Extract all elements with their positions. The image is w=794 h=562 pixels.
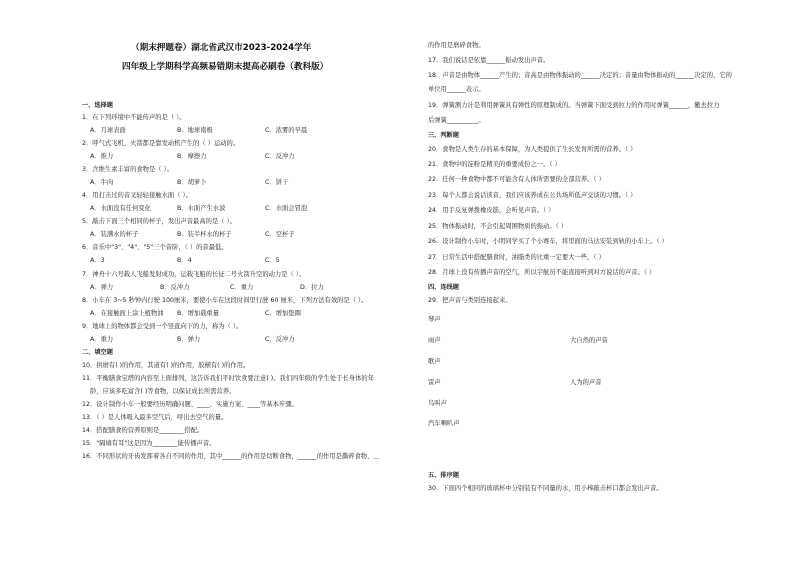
- q3-option-a: A．牛肉: [90, 179, 114, 186]
- q7-option-d: D．拉力: [300, 284, 324, 291]
- q1-option-b: B．地球南极: [177, 127, 213, 134]
- match-category-nature: 大自然的声音: [570, 337, 608, 344]
- title-line-2: 四年级上学期科学高频易错期末提高必刷卷（教科版）: [122, 62, 329, 72]
- question-20: 20．食物是人类生存的基本保障，为人类提供了生长发育所需的营养。（ ）: [428, 146, 637, 153]
- q2-option-b: B．摩擦力: [177, 153, 207, 160]
- q9-option-a: A．重力: [90, 336, 114, 343]
- q3-option-c: C．饼干: [265, 179, 289, 186]
- question-16-cont: 的作用是磨碎食物。: [428, 42, 485, 49]
- question-29: 29．把声音与类别连接起来。: [428, 297, 512, 304]
- title-line-1: （期末押题卷）湖北省武汉市2023-2024学年: [131, 43, 312, 53]
- q2-option-a: A．推力: [90, 153, 114, 160]
- question-25: 25．物体振动时，不会引起周围物质的振动。（ ）: [428, 223, 568, 230]
- q8-option-b: B．增加载重量: [177, 310, 220, 317]
- section-true-false: 三、判断题: [428, 132, 459, 139]
- question-8: 8．小车在 3~5 秒钟内行驶 100厘米，要使小车在这段时间里行驶 60 厘米，下列方法有效的是（ ）。: [82, 297, 368, 304]
- match-item-qin: 琴声: [428, 316, 441, 323]
- q7-option-b: B．反冲力: [160, 284, 190, 291]
- question-9: 9．地球上的物体都会受到一个竖直向下的力，称为（ ）。: [82, 323, 243, 330]
- match-item-horn: 汽车喇叭声: [428, 420, 460, 427]
- q2-option-c: C．反冲力: [265, 153, 295, 160]
- question-18-cont: 单位用______表示。: [428, 86, 485, 93]
- question-19: 19．弹簧测力计是利用弹簧具有弹性的原理制成的。当弹簧下面受到拉力的作用时弹簧______，撤去拉力: [428, 102, 720, 109]
- question-18: 18．声音是由物体______产生的；音高是由物体振动的______决定的；音量由物体振动的______决定的，它的: [428, 72, 732, 79]
- question-4: 4．用打击过的音叉轻轻接触水面（ ）。: [82, 192, 192, 199]
- question-30: 30．下面四个相同的玻璃杯中分别装有不同量的水，用小棒敲击杯口都会发出声音。: [428, 485, 663, 492]
- q7-option-c: C．重力: [230, 284, 254, 291]
- question-24: 24．用手反复弹拨橡皮筋，会听见声音。（ ）: [428, 207, 555, 214]
- section-ordering: 五、排序题: [428, 472, 459, 479]
- question-2: 2．呼气式飞机、火箭都是靠发动机产生的（ ）运动的。: [82, 140, 240, 147]
- match-item-rain: 雨声: [428, 337, 441, 344]
- question-5: 5．敲击下面三个相同的杯子，发出声音最高的是（ ）。: [82, 218, 236, 225]
- question-3: 3．含维生素丰富的食物是（ ）。: [82, 166, 174, 173]
- question-22: 22．任何一种食物中都不可能含有人体所需要的全部营养。（ ）: [428, 176, 605, 183]
- match-item-bird: 鸟叫声: [428, 400, 447, 407]
- q4-option-b: B．水面产生水波: [177, 205, 226, 212]
- question-19-cont: 后弹簧__________。: [428, 117, 485, 124]
- question-12: 12．设计制作小车一般要经历明确问题、____、实施方案、____等基本步骤。: [82, 401, 298, 408]
- q4-option-a: A．水面没有任何变化: [90, 205, 151, 212]
- q5-option-a: A．装满水的杯子: [90, 231, 139, 238]
- question-10: 10．拱磨有( )的作用，其道有( )的作用，胶横有( )的作用。: [82, 362, 250, 369]
- q6-option-a: A．3: [90, 257, 105, 264]
- q1-option-a: A．月球表面: [90, 127, 126, 134]
- question-23: 23．每个人都会说话读音，我们应该养成在公共场所低声交谈的习惯。（ ）: [428, 192, 637, 199]
- q9-option-c: C．反冲力: [265, 336, 295, 343]
- question-7: 7．神舟十六号载人飞船发射成功，运载飞船的长征二号火箭升空的动力是（ ）。: [82, 271, 306, 278]
- q3-option-b: B．胡萝卜: [177, 179, 207, 186]
- q9-option-b: B．弹力: [177, 336, 201, 343]
- q1-option-c: C．浓雾的早晨: [265, 127, 308, 134]
- question-11: 11．平衡膳食宝塔的内容至上面排列，这告诉我们平时饮食要注意( )。我们四年级的学生处于长身体的年: [82, 375, 374, 382]
- question-16: 16．不同形状的牙齿发挥着各自不同的作用，其中______的作用是切断食物，______的作用是撕碎食物，＿: [82, 453, 380, 460]
- question-28: 28．月球上没有传播声音的空气，所以宇航员不能直接听到对方说话的声音。（ ）: [428, 269, 656, 276]
- section-matching: 四、连线题: [428, 284, 459, 291]
- q4-option-c: C．水面会冒泡: [265, 205, 308, 212]
- question-21: 21．食物中的淀粉是精美的重要成份之一。（ ）: [428, 161, 561, 168]
- q8-option-a: A．在接触面上涂上植物油: [90, 310, 164, 317]
- match-item-song: 歌声: [428, 358, 441, 365]
- question-26: 26．设计制作小车时，小明同学买了个小赛车，将里面的马达安装到轨的小车上。（ ）: [428, 238, 668, 245]
- q6-option-c: C．5: [265, 257, 280, 264]
- match-category-human: 人为的声音: [570, 379, 602, 386]
- question-15: 15．"隔墙有耳"这是因为________能传播声音。: [82, 440, 216, 447]
- match-item-thunder: 雷声: [428, 379, 441, 386]
- section-fill-in: 二、填空题: [82, 349, 113, 356]
- question-27: 27．日常生活中搭配膳食时，油脂类的比重一定要大一些。（ ）: [428, 254, 605, 261]
- q6-option-b: B．4: [177, 257, 192, 264]
- question-11-cont: 龄，应该多吃富含( )等食物，以保证成长所需营养。: [90, 388, 236, 395]
- q7-option-a: A．弹力: [90, 284, 114, 291]
- question-13: 13．（ ）是人体吸入最多空气后，呼出去空气的量。: [82, 414, 228, 421]
- question-1: 1．在下列环境中不能传声的是（ ）。: [82, 114, 186, 121]
- question-14: 14．搭配膳食的营养原则是________搭配。: [82, 427, 204, 434]
- section-choice: 一、选择题: [82, 102, 113, 109]
- q8-option-c: C．增加垫圈: [265, 310, 301, 317]
- question-17: 17．我们说话是依靠______振动发出声音。: [428, 57, 550, 64]
- question-6: 6．音乐中"3"、"4"、"5"三个音阶，（ ）的音最低。: [82, 244, 228, 251]
- q5-option-c: C．空杯子: [265, 231, 295, 238]
- q5-option-b: B．装半杯水的杯子: [177, 231, 232, 238]
